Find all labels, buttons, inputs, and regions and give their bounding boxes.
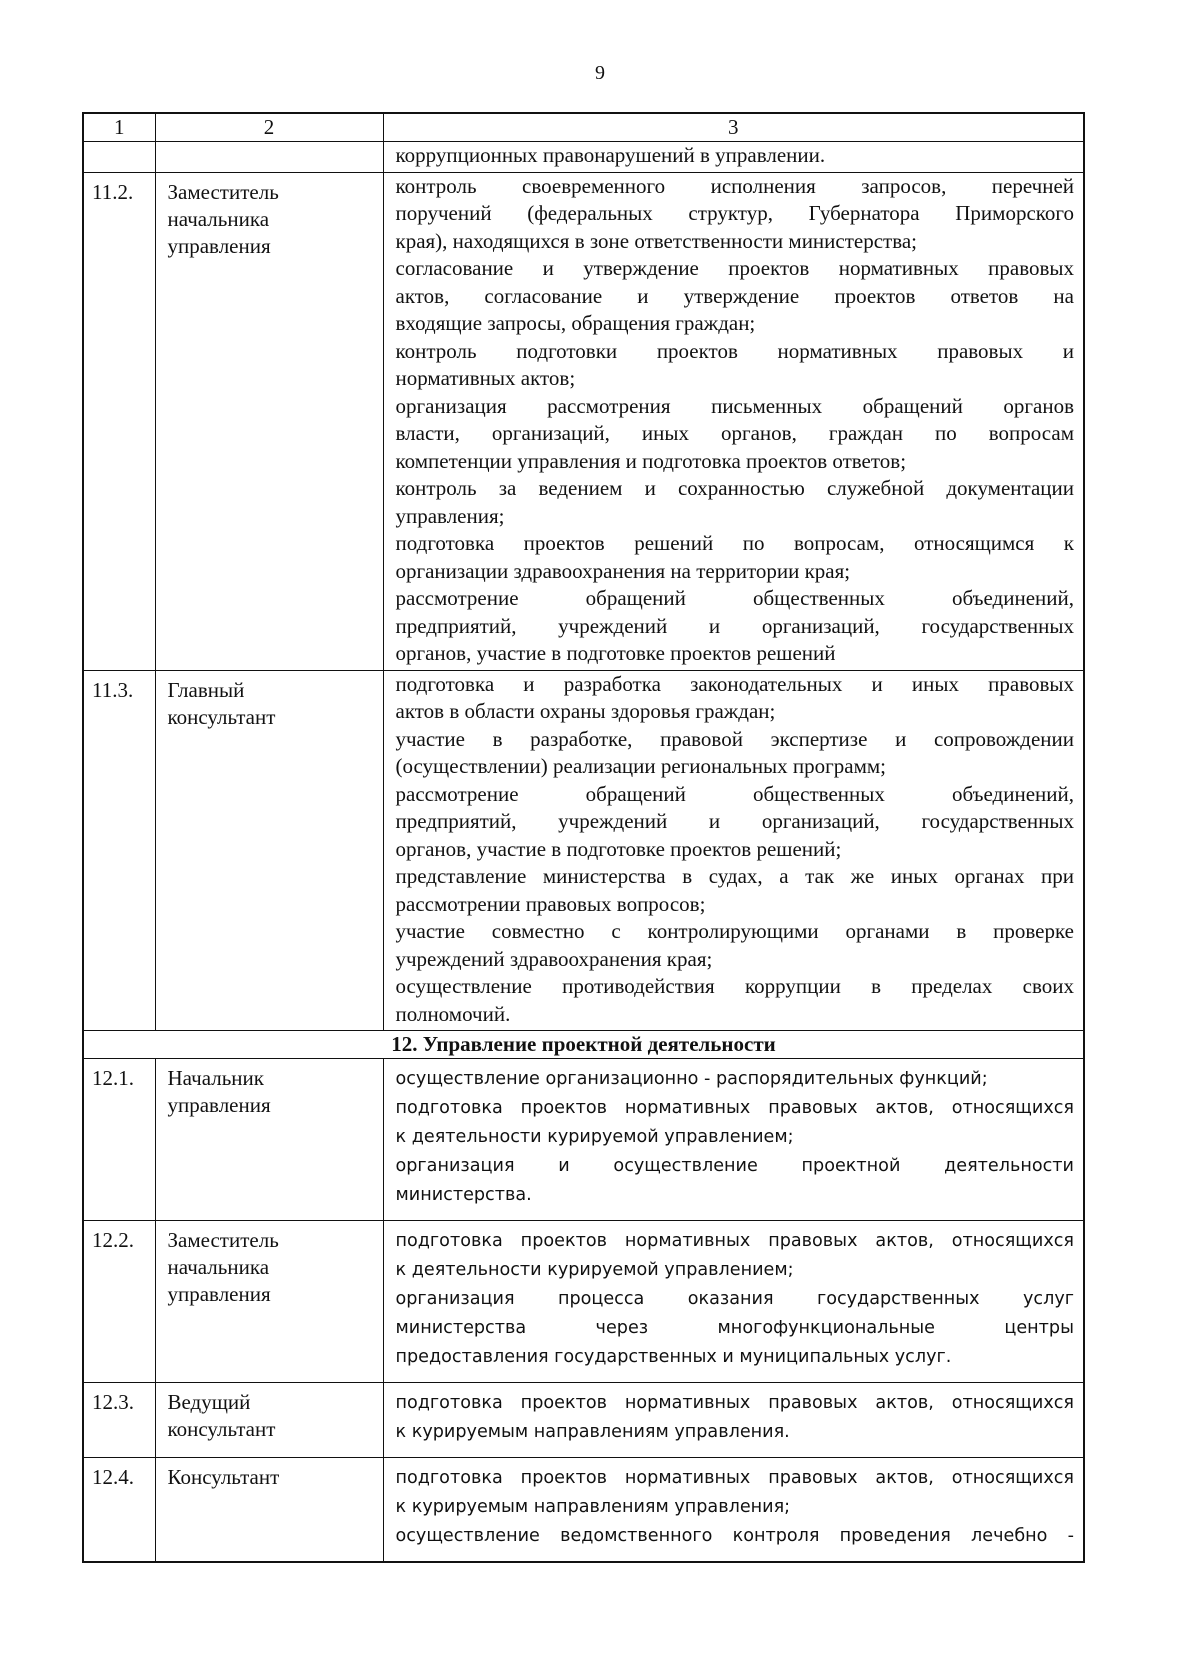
- duty-line: управления;: [395, 503, 505, 528]
- duty-line: организации здравоохранения на территории края;: [395, 558, 851, 583]
- duty-line: согласование и утверждение проектов нормативных правовых: [395, 256, 1074, 280]
- continuation-row: [83, 142, 1084, 173]
- position-title: [155, 1458, 383, 1563]
- duty-line: подготовка проектов нормативных правовых актов, относящихся: [395, 1468, 1074, 1488]
- table-row: [83, 172, 1084, 670]
- duties-text: [383, 172, 1084, 670]
- position-line: консультант: [167, 1417, 276, 1441]
- position-line: начальника: [167, 1255, 270, 1279]
- table-row: [83, 1059, 1084, 1221]
- duty-line: нормативных актов;: [395, 366, 576, 390]
- duty-line: органов, участие в подготовке проектов решений;: [395, 836, 842, 861]
- duty-line: рассмотрение обращений общественных объединений,: [395, 586, 1074, 610]
- continuation-duty-cell: [383, 142, 1084, 173]
- duty-line: подготовка проектов нормативных правовых актов, относящихся: [395, 1231, 1074, 1251]
- duty-line: рассмотрении правовых вопросов;: [395, 891, 706, 916]
- position-line: консультант: [167, 704, 276, 729]
- row-number: 12.4.: [83, 1458, 155, 1563]
- continuation-position-cell: [155, 142, 383, 173]
- duty-line: подготовка проектов решений по вопросам, относящимся к: [395, 531, 1074, 555]
- duty-line: поручений (федеральных структур, Губернатора Приморского: [395, 201, 1074, 225]
- position-line: начальника: [167, 206, 270, 231]
- header-col-1: 1: [83, 113, 155, 142]
- duty-line: актов, согласование и утверждение проектов ответов на: [395, 283, 1074, 308]
- duty-line: рассмотрение обращений общественных объединений,: [395, 781, 1074, 806]
- header-col-2: 2: [155, 113, 383, 142]
- duties-text: [383, 1221, 1084, 1383]
- table-row: [83, 1221, 1084, 1383]
- position-title: [155, 1221, 383, 1383]
- duty-line: предприятий, учреждений и организаций, государственных: [395, 613, 1074, 638]
- duty-line: актов в области охраны здоровья граждан;: [395, 699, 776, 723]
- section-row: [83, 1031, 1084, 1059]
- position-line: Начальник: [167, 1066, 264, 1090]
- duty-line: входящие запросы, обращения граждан;: [395, 311, 756, 335]
- duties-text: [383, 1383, 1084, 1458]
- duty-line: контроль своевременного исполнения запросов, перечней: [395, 173, 1074, 198]
- position-title: [155, 172, 383, 670]
- position-line: Консультант: [167, 1465, 280, 1489]
- row-number: 11.2.: [83, 172, 155, 670]
- row-number: 12.3.: [83, 1383, 155, 1458]
- duty-line: компетенции управления и подготовка проектов ответов;: [395, 448, 907, 473]
- header-col-3: 3: [383, 113, 1084, 142]
- page-number: 9: [595, 62, 605, 84]
- table-row: [83, 670, 1084, 1031]
- continuation-text: коррупционных правонарушений в управлении.: [395, 143, 826, 167]
- duty-line: подготовка и разработка законодательных и иных правовых: [395, 671, 1074, 696]
- section-title: 12. Управление проектной деятельности: [83, 1031, 1084, 1059]
- position-title: [155, 670, 383, 1031]
- position-title: [155, 1059, 383, 1221]
- duty-line: контроль за ведением и сохранностью служебной документации: [395, 476, 1074, 500]
- duty-line: полномочий.: [395, 1001, 511, 1026]
- duty-line: осуществление организационно - распорядительных функций;: [395, 1069, 988, 1089]
- duty-line: представление министерства в судах, а так же иных органах при: [395, 864, 1074, 888]
- row-number: 12.2.: [83, 1221, 155, 1383]
- position-line: Заместитель: [167, 179, 279, 204]
- duty-line: подготовка проектов нормативных правовых актов, относящихся: [395, 1098, 1074, 1118]
- duty-line: подготовка проектов нормативных правовых актов, относящихся: [395, 1393, 1074, 1413]
- duty-line: органов, участие в подготовке проектов решений: [395, 641, 836, 665]
- table-header-row: [83, 113, 1084, 142]
- row-number: 11.3.: [83, 670, 155, 1031]
- duty-line: к курируемым направлениям управления.: [395, 1422, 790, 1442]
- position-line: управления: [167, 233, 271, 258]
- duty-line: организация и осуществление проектной деятельности: [395, 1156, 1074, 1176]
- position-line: управления: [167, 1093, 271, 1117]
- duty-line: власти, организаций, иных органов, граждан по вопросам: [395, 421, 1074, 445]
- duty-line: (осуществлении) реализации региональных программ;: [395, 754, 887, 778]
- position-line: Заместитель: [167, 1228, 279, 1252]
- duty-line: к курируемым направлениям управления;: [395, 1497, 791, 1517]
- duty-line: учреждений здравоохранения края;: [395, 946, 713, 971]
- duty-line: министерства через многофункциональные центры: [395, 1318, 1074, 1338]
- table-row: [83, 1458, 1084, 1563]
- duty-line: участие в разработке, правовой экспертизе и сопровождении: [395, 726, 1074, 751]
- duty-line: предоставления государственных и муниципальных услуг.: [395, 1347, 952, 1367]
- duties-text: [383, 1059, 1084, 1221]
- duty-line: министерства.: [395, 1185, 532, 1205]
- duty-line: к деятельности курируемой управлением;: [395, 1127, 794, 1147]
- position-title: [155, 1383, 383, 1458]
- position-line: управления: [167, 1282, 271, 1306]
- table-row: [83, 1383, 1084, 1458]
- position-line: Ведущий: [167, 1390, 251, 1414]
- row-number: 12.1.: [83, 1059, 155, 1221]
- position-line: Главный: [167, 677, 245, 702]
- duty-line: предприятий, учреждений и организаций, государственных: [395, 809, 1074, 833]
- duty-line: организация процесса оказания государственных услуг: [395, 1289, 1074, 1309]
- duties-text: [383, 1458, 1084, 1563]
- duty-line: контроль подготовки проектов нормативных правовых и: [395, 338, 1074, 363]
- duty-line: организация рассмотрения письменных обращений органов: [395, 393, 1074, 418]
- duty-line: осуществление ведомственного контроля проведения лечебно -: [395, 1526, 1074, 1546]
- continuation-num-cell: [83, 142, 155, 173]
- duty-line: участие совместно с контролирующими органами в проверке: [395, 919, 1074, 943]
- duty-line: осуществление противодействия коррупции в пределах своих: [395, 974, 1074, 998]
- duty-line: края), находящихся в зоне ответственности министерства;: [395, 228, 918, 253]
- duty-line: к деятельности курируемой управлением;: [395, 1260, 794, 1280]
- duties-text: [383, 670, 1084, 1031]
- duties-table: [82, 112, 1085, 1563]
